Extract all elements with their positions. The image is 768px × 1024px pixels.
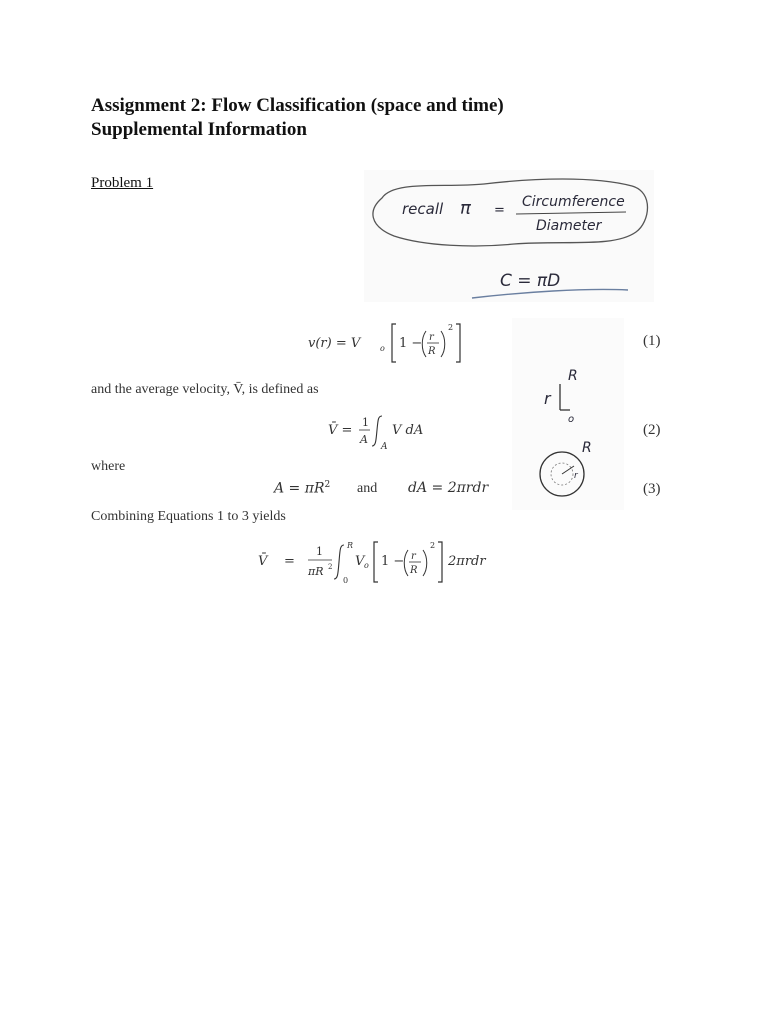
eq1-frac-R: R xyxy=(428,346,436,357)
sketch-o-label: o xyxy=(568,414,575,425)
combined-vbar: V̄ xyxy=(258,554,268,569)
eq3-area-formula: A = πR xyxy=(274,480,325,497)
and-text: and xyxy=(357,481,378,496)
page-title xyxy=(91,94,504,142)
eq1-sub-o: o xyxy=(380,344,385,353)
combined-frac-R: R xyxy=(410,565,418,576)
eq1-lhs: v(r) = V xyxy=(308,336,361,351)
diameter-word: Diameter xyxy=(536,218,602,234)
circumference-word: Circumference xyxy=(522,194,625,210)
eq2-den-A: A xyxy=(360,433,368,446)
equation-2 xyxy=(324,408,444,456)
eq2-body: V dA xyxy=(392,423,424,438)
eq1-frac-r: r xyxy=(429,332,434,343)
combined-square: 2 xyxy=(430,541,436,550)
circle-R-label: R xyxy=(582,440,592,456)
combined-upper-limit: R xyxy=(347,541,354,550)
handwritten-radius-sketch xyxy=(512,318,624,510)
title-line-1: Assignment 2: Flow Classification (space and time) xyxy=(91,95,504,116)
eq3-dA-formula: dA = 2πrdr xyxy=(408,480,489,496)
combined-lower-limit: 0 xyxy=(343,576,349,585)
equation-3-number: (3) xyxy=(643,481,661,497)
avg-velocity-text: and the average velocity, V̄, is defined as xyxy=(91,382,319,397)
recall-word: recall xyxy=(402,200,444,218)
equation-2-number: (2) xyxy=(643,422,661,438)
where-text: where xyxy=(91,459,126,474)
combined-equation xyxy=(252,536,508,592)
combined-frac-r: r xyxy=(411,551,416,562)
combined-tail: 2πrdr xyxy=(448,554,486,569)
eq2-num-one: 1 xyxy=(362,416,369,429)
combined-one-minus: 1 − xyxy=(381,554,405,569)
eq2-int-sub-A: A xyxy=(381,442,388,452)
equation-1-number: (1) xyxy=(643,333,661,349)
problem-heading: Problem 1 xyxy=(91,175,154,191)
circumference-formula: C = πD xyxy=(500,271,561,291)
pi-symbol: π xyxy=(460,198,471,219)
title-line-2: Supplemental Information xyxy=(91,119,307,140)
combined-equals: = xyxy=(284,554,295,569)
equals-sign: = xyxy=(494,203,505,218)
circle-r-label: r xyxy=(574,471,578,481)
combining-text: Combining Equations 1 to 3 yields xyxy=(91,509,286,524)
eq1-square: 2 xyxy=(448,323,454,332)
sketch-r-label: r xyxy=(544,389,551,408)
equation-1 xyxy=(300,318,470,368)
equation-3-area xyxy=(274,480,330,497)
handwritten-pi-note xyxy=(364,170,654,302)
eq2-lhs: V̄ = xyxy=(328,423,353,438)
equation-3-differential xyxy=(408,480,488,496)
sketch-R-label: R xyxy=(568,368,578,384)
combined-den-piR: πR xyxy=(308,565,324,578)
eq3-square: 2 xyxy=(324,480,331,490)
combined-V: V xyxy=(355,554,365,569)
combined-sub-o: o xyxy=(364,561,369,570)
combined-num-one: 1 xyxy=(316,545,323,558)
combined-den-square: 2 xyxy=(328,563,333,571)
eq1-one-minus: 1 − xyxy=(399,336,423,351)
